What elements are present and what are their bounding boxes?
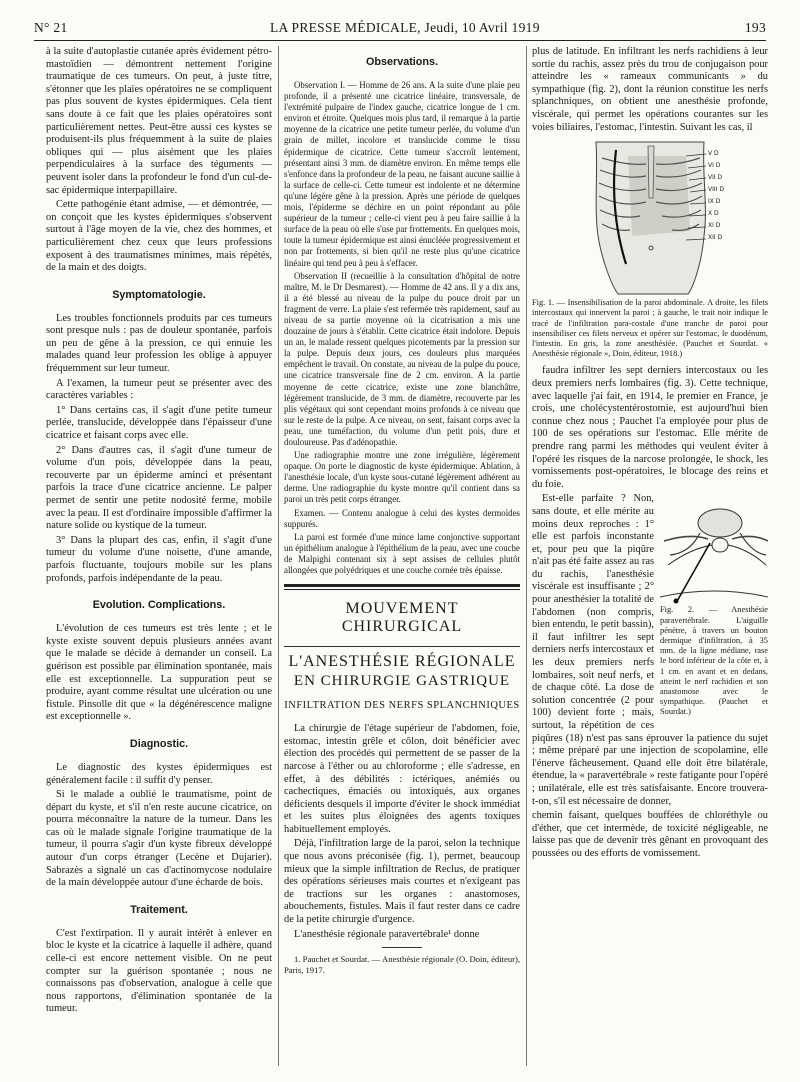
- label-xiid: XII D: [708, 234, 723, 242]
- heading-evolution: Evolution. Complications.: [92, 599, 226, 612]
- paragraph-traitement: C'est l'extirpation. Il y aurait intérêt à enlever en bloc le kyste et la cicatrice à laquelle il adhère, quand celle-ci est encore nettement visible. On ne peut compter sur la guérison spontanée ; nous ne connaissons pas d'observation, analogue à celle que nous rapportons, d'élimination spontanée de la tumeur.: [46, 927, 272, 1015]
- paragraph-sympt-1: Les troubles fonctionnels produits par ces tumeurs sont presque nuls : pas de douleur spontanée, parfois un peu de gêne à la pression, ce qui ennuie les malades quand leur profession les oblige à appuyer fréquemment sur leur tumeur.: [46, 312, 272, 375]
- observation-1: Observation I. — Homme de 26 ans. A la suite d'une plaie peu profonde, il a présenté une cicatrice linéaire, transversale, de l'extrémité pulpaire de l'index gauche, cicatrice longue de 1 cm. environ et étroite. Quelques mois plus tard, il remarque à la partie moyenne de la cicatrice une petite tumeur perlée, du volume d'un grain de millet, incolore et translucide comme le tissu épidermique de cicatrice. Cette tumeur s'accroît lentement, présentant ainsi 3 mm. de diamètre environ. En même temps elle s'enfonce dans la profondeur de la peau, ne faisant aucune saillie à la surface de celle-ci. Cette tumeur est indolente et ne détermine qu'une légère gêne à la pression. Après une période de quelques mois, l'épiderme se déchire en un point répondant au pôle supérieur de la tumeur ; celle-ci vient peu à peu faire saillie à la surface de la peau où elle s'use par frottements. En quelques mois, toute la tumeur épidermique est ainsi énucléée progressivement et non par frottements, si bien qu'il ne reste plus qu'une cicatrice linéaire qui tend peu à peu à s'effacer.: [284, 80, 520, 268]
- title-mouvement-chirurgical: MOUVEMENT CHIRURGICAL: [341, 600, 463, 636]
- observation-2c: Examen. — Contenu analogue à celui des kystes dermoïdes suppurés.: [284, 507, 520, 529]
- paragraph-article-1: La chirurgie de l'étage supérieur de l'abdomen, foie, estomac, intestin grêle et côlon, doit bénéficier avec élection des procédés qui permettent de se passer de la narcose à l'éther ou au chloroforme ; elle s'adresse, en effet, à des débilités : ictériques, anémiés ou cachectiques, émaciés ou intoxiqués, aux organes déficients desquels il importe d'éviter le shock immédiat et les suites plus éloignées des agents toxiques habituellement employés.: [284, 723, 520, 835]
- footnote-rule: [382, 947, 422, 948]
- page-number: 193: [744, 20, 766, 35]
- observation-2b: Une radiographie montre une zone irrégulière, légèrement opaque. On porte le diagnostic de kyste épidermique. Ablation, à l'anesthésie locale, d'un kyste sous-cutané légèrement adhérent au derme. Une radiographie du kyste montre qu'il contient dans sa paroi un très petit corps étranger.: [284, 450, 520, 505]
- heading-observations: Observations.: [365, 56, 438, 68]
- page-header: [34, 20, 766, 40]
- heading-traitement: Traitement.: [130, 903, 188, 916]
- abdomen-figure-svg: [568, 136, 728, 296]
- observation-2d: La paroi est formée d'une mince lame conjonctive supportant un épithélium analogue à l'épithélium de la peau, avec une couche de Malpighi contenant six à sept assises de cellules plutôt allongées que polyédriques et une couche cornée très épaisse.: [284, 531, 520, 576]
- figure-2-wrap: [532, 493, 768, 810]
- paravertebral-figure-svg: [660, 493, 768, 605]
- heading-symptomatologie: Symptomatologie.: [112, 288, 206, 301]
- figure-2-caption: Fig. 2. — Anesthésie paravertébrale. L'aiguille pénètre, à travers un bouton dermique d'infiltration, à 35 mm. de la ligne médiane, rase le bord inférieur de la côte et, à 1 cm. en avant et en dedans, atteint le nerf rachidien et son anastomose avec le sympathique. (Pauchet et Sourdat.): [660, 605, 768, 717]
- paragraph-article-2: Déjà, l'infiltration large de la paroi, selon la technique que nous avons préconisée (fig. 1), permet, beaucoup mieux que la simple infiltration de Reclus, de pratiquer des opérations sérieuses mais courtes et n'exigeant pas de tractions sur les organes : anastomoses, abouchements, fistules. Mais il faut rester dans ce cadre de la petite chirurgie d'urgence.: [284, 838, 520, 926]
- paragraph-col3-2: faudra infiltrer les sept derniers intercostaux ou les deux premiers nerfs lombaires (fig. 3). Cette technique, avec laquelle j'ai fait, en 1914, le premier en France, je crois, une cholécystentérostomie, est aujourd'hui bien connue chez nous ; Pauchet l'a employée pour plus de 100 de ses opérations sur l'estomac. Elle mérite de prendre rang parmi les méthodes qui veulent éviter à l'opéré les risques de la narcose prolongée, le shock, les vomissements post-opératoires, le blocage des reins et du foie.: [532, 365, 768, 490]
- paragraph-sympt-3: 1° Dans certains cas, il s'agit d'une petite tumeur perlée, translucide, développée dans l'épaisseur d'une cicatrice et faisant corps avec elle.: [46, 404, 272, 442]
- paragraph-sympt-2: A l'examen, la tumeur peut se présenter avec des caractères variables :: [46, 377, 272, 402]
- column-2: [284, 46, 520, 977]
- paragraph-article-3: L'anesthésie régionale paravertébrale¹ donne: [294, 928, 480, 940]
- figure-1-caption: Fig. 1. — Insensibilisation de la paroi abdominale. A droite, les filets intercostaux qui innervent la paroi ; à gauche, le trait noir indique le tracé de l'infiltration para-costale d'une tranche de paroi pour insensibiliser ces filets nerveux et opérer sur l'estomac, le duodénum, l'intestin. En gris, la zone anesthésiée. (Pauchet et Sourdat. « Anesthésie régionale », Doin, éditeur, 1918.): [532, 298, 768, 359]
- column-3: [532, 46, 768, 863]
- label-vd: V D: [708, 150, 719, 158]
- figure-2: [660, 493, 768, 723]
- paragraph-diag-2: Si le malade a oublié le traumatisme, point de départ du kyste, et s'il n'en reste aucune cicatrice, on pourra méconnaître la nature de la tumeur. Dans les cas où le malade signale l'origine traumatique de la tumeur, il pourra s'agir d'un kyste fibreux développé autour d'un corps étranger (Lecène et Dujarier). Sabrazès a signalé un cas d'actinomycose nodulaire de la main développée autour d'une écharde de bois.: [46, 789, 272, 889]
- title-rule: [284, 646, 520, 647]
- paragraph-col3-4: chemin faisant, quelques bouffées de chloréthyle ou d'éther, que cet intermède, de toxicité négligeable, ne laisse pas que de devenir très gênant en provoquant des poussées ou des efforts de vomissement.: [532, 810, 768, 859]
- title-anesthesie-regionale: L'ANESTHÉSIE RÉGIONALE: [288, 653, 516, 671]
- issue-number: N° 21: [34, 20, 68, 35]
- label-vid: VI D: [708, 162, 721, 170]
- column-1: [46, 46, 272, 1018]
- paragraph-col3-3: Est-elle parfaite ? Non, sans doute, et elle mérite au moins deux reproches : 1° elle est parfois inconstante et, pour peu que la piqûre n'ait pas été faite assez au ras du rachis, l'anesthésie viscérale est insuffisante ; 2° pour anesthésier la totalité de l'abdomen (non compris, bien entendu, le petit bassin), il faut infiltrer les sept derniers nerfs intercostaux et les deux premiers nerfs lombaires, soit neuf nerfs, et de chaque côté. La dose de solution concentrée (2 pour 100) devient forte ; mais, surtout, la répétition de ces piqûres (18) n'est pas sans éprouver la patience du sujet ; même préparé par une injection de scopolamine, elle l'énerve fâcheusement. Quand elle doit être bilatérale, étendue, la « paravertébrale » reste fatigante pour l'opéré ; unilatérale, elle est très satisfaisante. Encore trouvera-t-on, s'il est nécessaire de donner,: [532, 493, 768, 807]
- paragraph-intro: à la suite d'autoplastie cutanée après évidement pétro-mastoïdien — démontrent nettement l'origine traumatique de ces tumeurs. On peut, à juste titre, s'étonner que les plaies opératoires ne se compliquent pas plus souvent de kystes épidermiques. Cela tient sans doute à ce fait que les plaies opératoires sont particulièrement nettes. Peut-être aussi ces kystes se produisent-ils plus fréquemment à la suite de plaies obliques qui — plus aisément que les plaies perpendiculaires à la surface des téguments — peuvent isoler dans la profondeur le fond d'un cul-de-sac épidermique interpapillaire.: [46, 46, 272, 196]
- section-rule: [284, 584, 520, 590]
- figure-1-abdomen-illustration: [568, 136, 728, 296]
- journal-title: LA PRESSE MÉDICALE, Jeudi, 10 Avril 1919: [270, 20, 540, 35]
- paragraph-evolution: L'évolution de ces tumeurs est très lente ; et le kyste existe souvent depuis plusieurs années avant que le malade se décide à demander un conseil. La guérison est possible par élimination spontanée, mais elle est exceptionnelle. La suppuration peut se produire, ayant comme résultat une ulcération ou une fistule. Pinsolle dit que « la dégénérescence maligne est exceptionnelle ».: [46, 623, 272, 723]
- footnote: 1. Pauchet et Sourdat. — Anesthésie régionale (O. Doin, éditeur), Paris, 1917.: [284, 954, 520, 975]
- label-viid: VII D: [708, 174, 723, 182]
- subtitle-infiltration: INFILTRATION DES NERFS SPLANCHNIQUES: [284, 700, 520, 712]
- column-divider-2: [526, 46, 527, 1066]
- paragraph-col3-1: plus de latitude. En infiltrant les nerfs rachidiens à leur sortie du rachis, assez près du trou de conjugaison pour atteindre les « rameaux communicants » du sympathique (fig. 2), dont la réunion constitue les nerfs splanchniques, on obtient une anesthésie profonde, viscérale, qui permet les opérations courantes sur les voies biliaires, l'estomac, l'intestin. Suivant les cas, il: [532, 46, 768, 133]
- label-ixd: IX D: [708, 198, 721, 206]
- column-divider-1: [278, 46, 279, 1066]
- observation-2: Observation II (recueillie à la consultation d'hôpital de notre maître, M. le Dr Desmarest). — Homme de 42 ans. Il y a dix ans, il a été blessé au niveau de la pulpe du pouce droit par un fragment de verre. La plaie s'est refermée très rapidement, sauf au niveau de sa partie moyenne où la cicatrisation a mis une douzaine de jours à s'établir. Cette cicatrice était indolore. Depuis un an, le malade ressent quelques picotements par la pression sur la pulpe. Depuis deux jours, ces douleurs plus marquées empêchent le travail. On constate, au niveau de la pulpe du pouce, une cicatrice transversale fine de 2 cm. environ. A la partie moyenne de cette cicatrice, existe une zone blanchâtre, légèrement translucide, de 3 mm. de diamètre, recouverte par les plis végétaux qui sont cependant moins profonds à ce niveau que sur le reste de la pulpe. A ce niveau, on sent, faisant corps avec la peau, une tuméfaction, du volume d'un petit pois, dure et douloureuse. Pas d'adénopathie.: [284, 270, 520, 447]
- heading-diagnostic: Diagnostic.: [129, 737, 189, 750]
- paragraph-pathogenie: Cette pathogénie étant admise, — et démontrée, — on conçoit que les kystes épidermiques s'observent surtout à l'âge moyen de la vie, chez des hommes, et particulièrement chez ceux que leurs professions exposent à des traumatismes minimes, mais répétés, de la main et des doigts.: [46, 199, 272, 274]
- header-rule: [34, 40, 766, 41]
- label-xd: X D: [708, 210, 719, 218]
- label-viiid: VIII D: [708, 186, 724, 194]
- title-chirurgie-gastrique: EN CHIRURGIE GASTRIQUE: [293, 673, 511, 690]
- paragraph-diag-1: Le diagnostic des kystes épidermiques est généralement facile : il suffit d'y penser.: [46, 761, 272, 786]
- paragraph-sympt-5: 3° Dans la plupart des cas, enfin, il s'agit d'une tumeur du volume d'une noisette, d'une amande, parfois fluctuante, toujours mobile sur les plans profonds, parfois indépendante de la peau.: [46, 534, 272, 584]
- paragraph-sympt-4: 2° Dans d'autres cas, il s'agit d'une tumeur de volume d'un pois, développée dans la peau, recouverte par un épiderme aminci et présentant parfois la trace d'une cicatrice ancienne. Le palper permet de sentir une petite nodosité ferme, mobile avec la peau. Il est d'ordinaire impossible d'affirmer la nature solide ou kystique de la tumeur.: [46, 444, 272, 532]
- figure-1-labels: [708, 148, 724, 244]
- label-xid: XI D: [708, 222, 721, 230]
